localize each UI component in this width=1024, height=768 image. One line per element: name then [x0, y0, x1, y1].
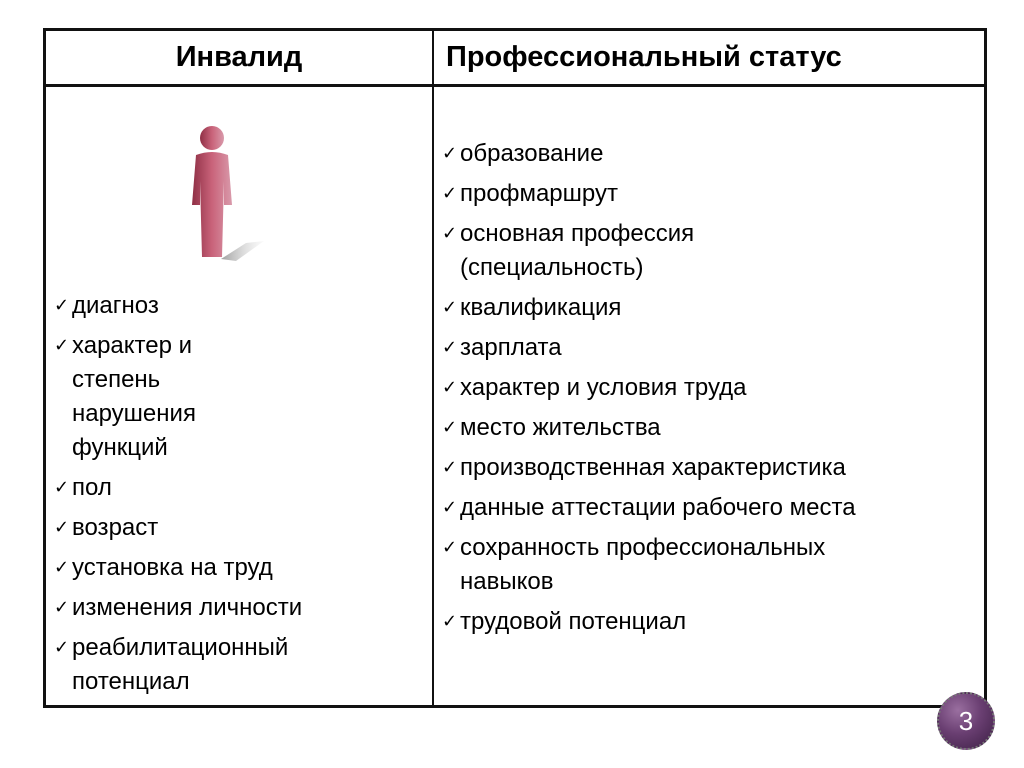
checkmark-icon: ✓ — [54, 517, 70, 538]
checkmark-icon: ✓ — [442, 143, 458, 164]
checkmark-icon: ✓ — [442, 337, 458, 358]
list-item: ✓ профмаршрут — [442, 177, 982, 211]
table-header-row — [46, 31, 984, 87]
checkmark-icon: ✓ — [442, 297, 458, 318]
header-professional-status: Профессиональный статус — [446, 41, 842, 73]
checkmark-icon: ✓ — [442, 417, 458, 438]
checkmark-icon: ✓ — [54, 557, 70, 578]
right-column-cell — [434, 87, 984, 705]
list-item: ✓ изменения личности — [54, 591, 424, 625]
list-item: ✓ возраст — [54, 511, 424, 545]
list-item: ✓ трудовой потенциал — [442, 605, 982, 639]
checkmark-icon: ✓ — [54, 295, 70, 316]
list-item: ✓ место жительства — [442, 411, 982, 445]
person-figure-icon — [166, 125, 266, 265]
left-column-cell — [46, 87, 432, 705]
checkmark-icon: ✓ — [54, 335, 70, 356]
list-item: ✓ основная профессия (специальность) — [442, 217, 982, 285]
checkmark-icon: ✓ — [54, 637, 70, 658]
checkmark-icon: ✓ — [442, 223, 458, 244]
checkmark-icon: ✓ — [442, 377, 458, 398]
list-item: ✓ образование — [442, 137, 982, 171]
checkmark-icon: ✓ — [442, 457, 458, 478]
page-number-badge: 3 — [937, 692, 995, 750]
list-item: ✓ производственная характеристика — [442, 451, 982, 485]
comparison-table — [43, 28, 987, 708]
list-item: ✓ квалификация — [442, 291, 982, 325]
header-disabled-person: Инвалид — [175, 41, 303, 73]
list-item: ✓ сохранность профессиональных навыков — [442, 531, 982, 599]
list-item: ✓ реабилитационный потенциал — [54, 631, 424, 699]
checkmark-icon: ✓ — [442, 183, 458, 204]
list-item: ✓ диагноз — [54, 289, 424, 323]
checkmark-icon: ✓ — [442, 497, 458, 518]
list-item: ✓ пол — [54, 471, 424, 505]
disabled-person-factors-list — [54, 289, 424, 705]
list-item: ✓ установка на труд — [54, 551, 424, 585]
list-item: ✓ зарплата — [442, 331, 982, 365]
list-item: ✓ данные аттестации рабочего места — [442, 491, 982, 525]
professional-status-list — [442, 137, 982, 645]
checkmark-icon: ✓ — [442, 537, 458, 558]
checkmark-icon: ✓ — [54, 477, 70, 498]
list-item: ✓ характер и условия труда — [442, 371, 982, 405]
checkmark-icon: ✓ — [442, 611, 458, 632]
checkmark-icon: ✓ — [54, 597, 70, 618]
list-item: ✓ характер и степень нарушения функций — [54, 329, 424, 465]
